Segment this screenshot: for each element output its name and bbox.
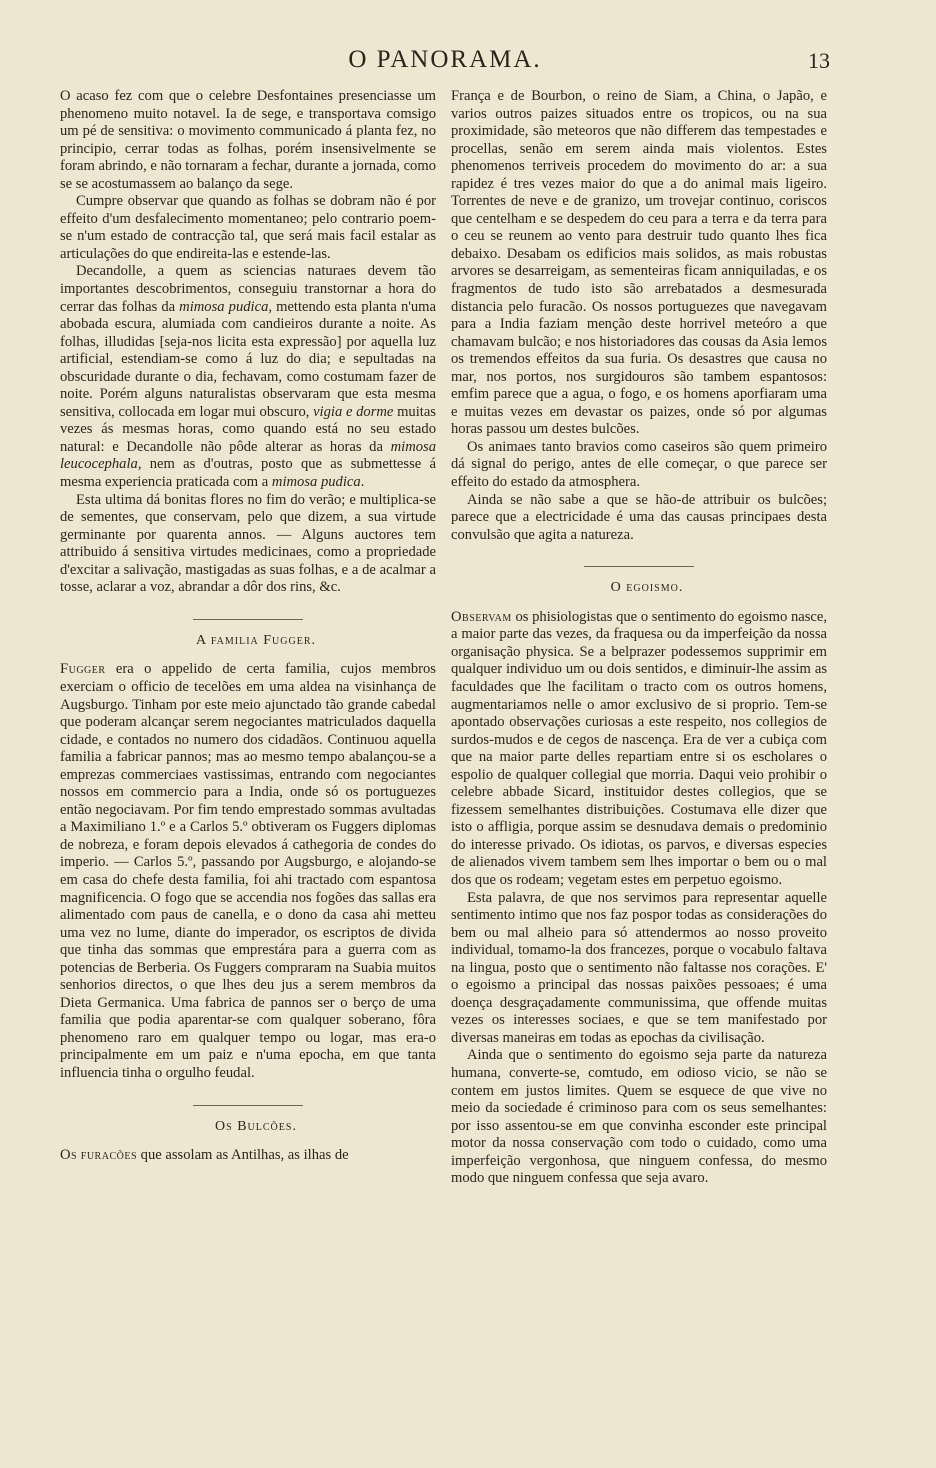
italic-term: vigia e dorme <box>313 403 394 420</box>
paragraph: Ainda que o sentimento do egoismo seja parte da natureza humana, converte-se, comtudo, em odioso vicio, se não se contem em justos limites. Quem se esquece de que vive no meio da sociedade é criminoso para com os seus semelhantes: por isso assentou-se em que convinha esconder este principal motor da nossa conservação com todo o cuidado, como uma imperfeição vergonhosa, que ninguem confessa, do mesmo modo que ninguem confessa que seja avaro. <box>451 1047 827 1187</box>
lead-word: Os <box>60 1147 78 1164</box>
text-run: Decandolle, a quem as sciencias naturaes devem tão importantes descobrimentos, conseguiu transtornar a hora do cerrar das folhas da <box>60 263 436 315</box>
paragraph: Os animaes tanto bravios como caseiros são quem primeiro dá signal do perigo, antes de elle começar, o que parece ser effeito do estado da atmosphera. <box>451 438 827 491</box>
paragraph <box>60 1147 436 1165</box>
text-run: muitas vezes ás mesmas horas, como quando está no seu estado natural: e Decandolle não pôde alterar as horas da <box>60 403 436 455</box>
section-divider <box>193 1105 303 1106</box>
paragraph: Esta palavra, de que nos servimos para representar aquelle sentimento intimo que nos faz pospor todas as considerações do bem ou mal alheio para só attendermos ao nosso proveito individual, tomamo-la dos francezes, porque o vocabulo faltava na lingua, posto que o sentimento não faltasse nos corações. E' o egoismo a principal das nossas paixões pessoaes; é uma doença desgraçadamente communissima, que offende muitas vezes os interesses sociaes, e que se tem manifestado por diversas maneiras em todas as epochas da civilisação. <box>451 889 827 1046</box>
section-title-egoismo: O egoismo. <box>610 580 684 596</box>
paragraph: Cumpre observar que quando as folhas se dobram não é por effeito d'um desfalecimento momentaneo; pelo contrario poem-se n'um estado de contracção tal, que será mais facil estalar as articulações do que endireita-las e estende-las. <box>60 193 436 262</box>
page-number: 13 <box>808 48 830 73</box>
section-divider <box>584 566 694 567</box>
left-column <box>60 88 436 1165</box>
section-title-bulcoes: Os Bulcões. <box>215 1118 297 1134</box>
text-run: , mettendo esta planta n'uma abobada escura, alumiada com candieiros durante a noite. As folhas, illudidas [seja-nos licita esta expressão] por aquella luz artificial, estendiam-se como á luz do dia; e sepultadas na obscuridade durante o dia, fechavam, como costumam fazer de noite. Porém alguns naturalistas observaram que esta mesma sensitiva, collocada em logar mui obscuro, <box>60 298 436 420</box>
italic-term: mimosa leucocephala <box>60 438 436 473</box>
paragraph: Esta ultima dá bonitas flores no fim do verão; e multiplica-se de sementes, que conservam, pelo que dizem, a sua virtude germinante por quarenta annos. — Alguns auctores tem attribuido á sensitiva virtudes medicinaes, como a propriedade d'excitar a salivação, mastigadas as suas folhas, e a de acalmar a tosse, aclarar a voz, abrandar a dôr dos rins, &c. <box>60 491 436 596</box>
lead-word: furacões <box>80 1147 138 1164</box>
lead-word: Fugger <box>60 661 106 678</box>
paragraph <box>451 609 827 890</box>
section-divider <box>193 619 303 620</box>
paragraph: Ainda se não sabe a que se hão-de attribuir os bulcões; parece que a electricidade é uma das causas principaes desta convulsão que agita a natureza. <box>451 491 827 543</box>
text-run: , nem as d'outras, posto que as submettesse á mesma experiencia praticada com a <box>60 456 436 491</box>
paragraph <box>60 263 436 491</box>
italic-term: mimosa pudica <box>179 298 269 315</box>
right-column <box>451 88 827 1188</box>
italic-term: mimosa pudica <box>271 474 361 491</box>
text-run: . <box>360 474 365 491</box>
paragraph: O acaso fez com que o celebre Desfontaines presenciasse um phenomeno muito notavel. Ia de sege, e transportava comsigo um pé de sensitiva: o movimento communicado á planta fez, no principio, cerrar todas as folhas, porém insensivelmente se foram abrindo, e não tornaram a fechar, durante a jornada, como se se acostumassem ao balanço da sege. <box>60 88 436 192</box>
text-run: que assolam as Antilhas, as ilhas de <box>137 1147 349 1164</box>
masthead-title: O PANORAMA. <box>348 46 542 73</box>
paragraph: França e de Bourbon, o reino de Siam, a China, o Japão, e varios outros paizes situados entre os tropicos, ou na sua proximidade, são meteoros que não differem das tempestades e procellas, senão em serem ainda mais violentos. Estes phenomenos terriveis procedem do movimento do ar: a sua rapidez é tres vezes maior do que a do animal mais ligeiro. Torrentes de neve e de granizo, um trovejar continuo, coriscos que centelham e se despedem do ceu para a terra e da terra para o ceu se reunem ao vento para destruir tudo quanto lhes fica debaixo. Desabam os edificios mais solidos, as mais robustas arvores se desarreigam, as sementeiras ficam anniquiladas, e os fragmentos de tudo isto são arrebatados a desmesurada distancia pelo furacão. Os nossos portuguezes que navegavam para a India faziam menção deste horrivel meteóro a que chamavam bulcão; e nos historiadores das cousas da Asia lemos os tremendos effeitos da sua furia. Os desastres que causa no mar, nos portos, nos surgidouros são tambem espantosos: emfim parece que a agua, o fogo, e os homens aporfiaram uma e muitas vezes em devastar os paizes, onde só por algumas horas passou um destes bulcões. <box>451 88 827 438</box>
section-title-fugger: A familia Fugger. <box>196 632 316 648</box>
text-run: os phisiologistas que o sentimento do egoismo nasce, a maior parte das vezes, da fraquesa ou da imperfeição da nossa organisação physica. Se a belprazer podessemos supprimir em qualquer individuo um ou dois sentidos, e diminuir-lhe assim as faculdades que lhe facilitam o tracto com os outros homens, augmentariamos nelle o amor exclusivo de si proprio. Tem-se apontado observações curiosas a este respeito, nos collegios de surdos-mudos e de cegos de nascença. Era de ver a cubiça com que na maior parte delles repartiam entre si os escholares o espolio de qualquer collegial que morria. Daqui veio prohibir o celebre abbade Sicard, instituidor destes collegios, que se fizessem semelhantes distribuições. Costumava elle dizer que isto o affligia, porque assim se desnudava demais o predominio do interesse privado. Os idiotas, os parvos, e diversas especies de alienados vivem tambem sem lhes importar o bem ou o mal dos que os rodeam; vegetam estes em perpetuo egoismo. <box>451 608 827 888</box>
text-run: era o appelido de certa familia, cujos membros exerciam o officio de tecelões em uma aldea na visinhança de Augsburgo. Tinham por este meio ajunctado tão grande cabedal que poderam alcançar serem negociantes matriculados daquella cidade, e contados no numero dos cidadãos. Continuou aquella familia a fabricar pannos; mas ao mesmo tempo abalançou-se a emprezas commerciaes vastissimas, entrando com negociantes nossos em commercio para a India, onde só os portuguezes então negociavam. Por fim tendo emprestado sommas avultadas a Maximiliano 1.º e a Carlos 5.º obtiveram os Fuggers diplomas de nobreza, e foram depois elevados á cathegoria de condes do imperio. — Carlos 5.º, passando por Augsburgo, e alojando-se em casa do chefe desta familia, foi ahi tractado com espantosa magnificencia. O fogo que se accendia nos fogões das sallas era alimentado com paus de canella, e o dono da casa ahi metteu uma vez no lume, diante do imperador, os escriptos de divida que tinha das sommas que emprestára para a guerra com as potencias de Berberia. Os Fuggers compraram na Suabia muitos senhorios directos, o que lhes deu jus a serem membros da Dieta Germanica. Uma fabrica de pannos ser o berço de uma familia que podia aparentar-se com qualquer soberano, fôra phenomeno raro em qualquer tempo ou logar, mas era-o principalmente em um paiz e n'uma epocha, em que tanta influencia tinha o orgulho feudal. <box>60 661 436 1081</box>
lead-word: Observam <box>451 608 512 625</box>
paragraph <box>60 661 436 1082</box>
